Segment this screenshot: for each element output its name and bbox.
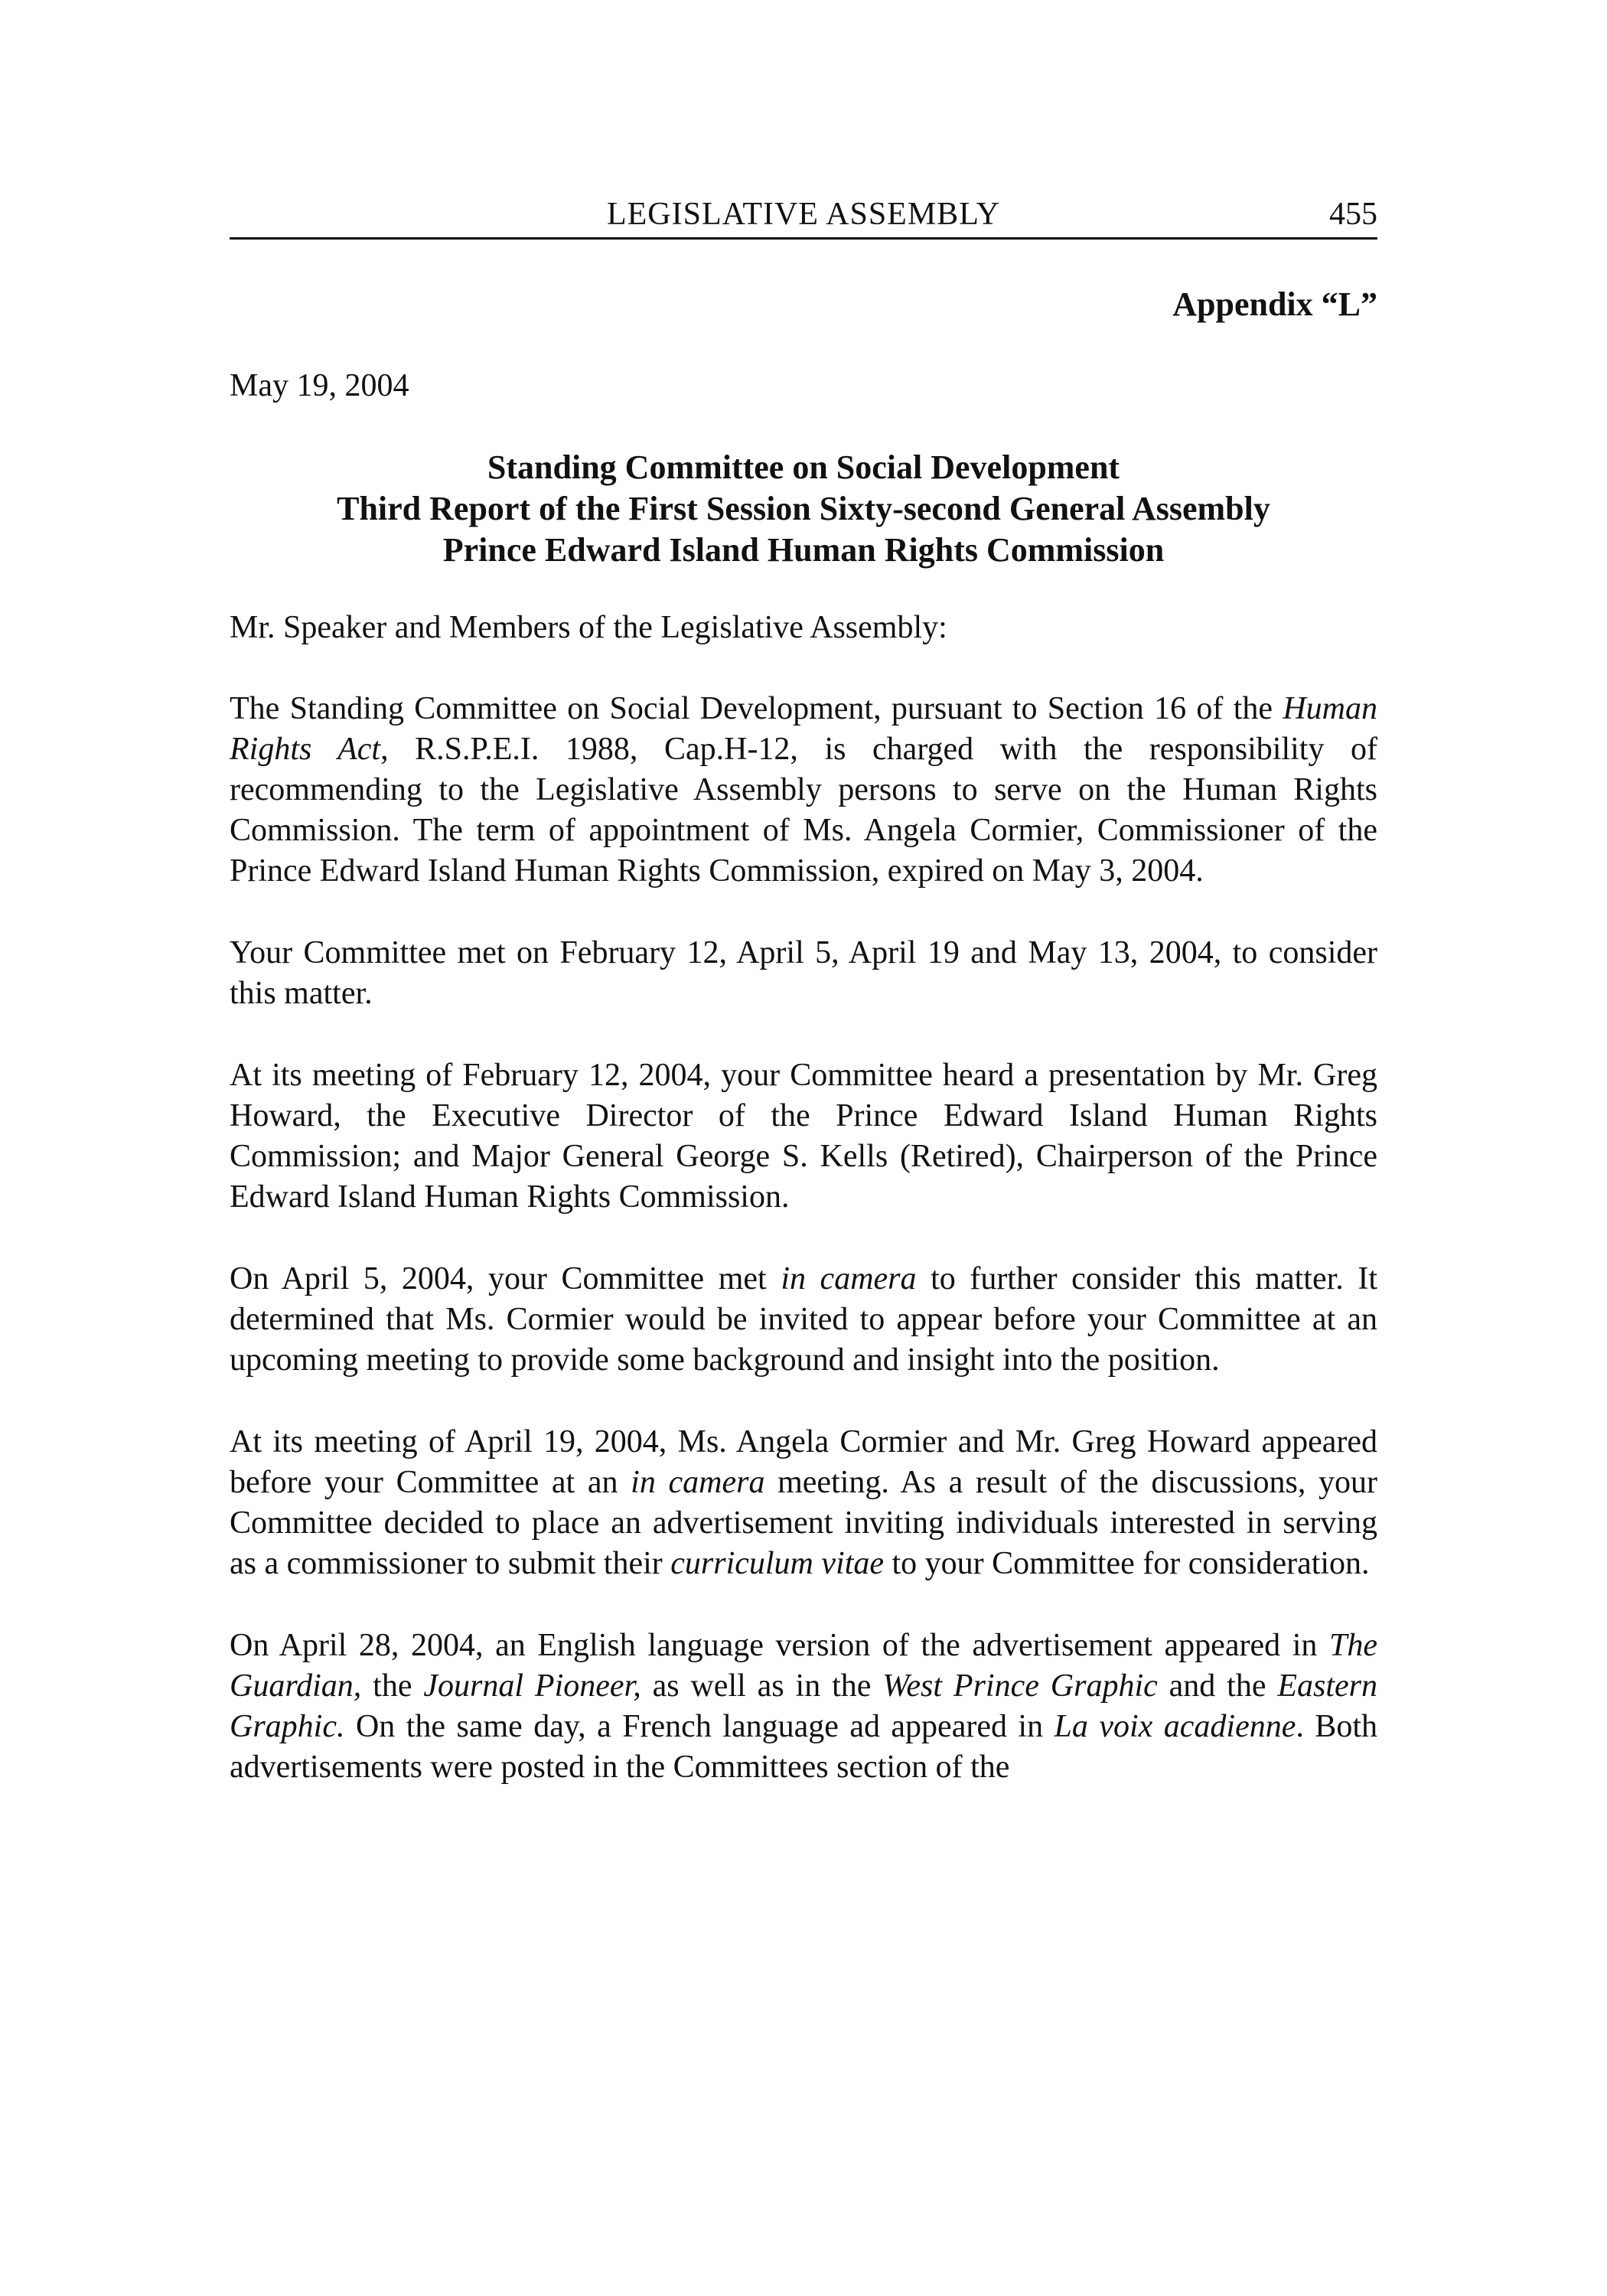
title-line-1: Standing Committee on Social Development (487, 448, 1120, 486)
p2-text-a: Your Committee met on February 12, April 5, April 19 and May 13, 2004, to consider this matter. (230, 935, 1377, 1011)
report-titles (230, 447, 1377, 571)
p3-text-a: At its meeting of February 12, 2004, your Committee heard a presentation by Mr. Greg Howard, the Executive Director of the Prince Edward Island Human Rights Commission; and Major General George S. Kells (Retired), Chairperson of the Prince Edward Island Human Rights Commission. (230, 1058, 1377, 1215)
p6-text-c: the (361, 1668, 424, 1704)
title-line-3: Prince Edward Island Human Rights Commission (442, 531, 1165, 569)
header-title: LEGISLATIVE ASSEMBLY (607, 197, 1000, 232)
paragraph-5 (230, 1422, 1377, 1584)
p6-text-a: On April 28, 2004, an English language version of the advertisement appeared in (230, 1628, 1329, 1663)
p1-text-c: , R.S.P.E.I. 1988, Cap.H-12, is charged with the responsibility of recommending to the Legislative Assembly persons to serve on the Human Rights Commission. The term of appointment of Ms. Angela Cormier, Commissioner of the Prince Edward Island Human Rights Commission, expired on May 3, 2004. (230, 732, 1377, 889)
p6-text-i: On the same day, a French language ad appeared in (344, 1709, 1054, 1744)
title-line-2: Third Report of the First Session Sixty-second General Assembly (337, 490, 1270, 527)
p5-italic-in-camera: in camera (631, 1465, 765, 1500)
p6-italic-journal-pioneer: Journal Pioneer, (423, 1668, 641, 1704)
p4-text-c: to further consider this matter. It determined that Ms. Cormier would be invited to appear before your Committee at an upcoming meeting to provide some background and insight into the position. (230, 1261, 1377, 1378)
paragraph-2 (230, 933, 1377, 1014)
p4-italic-in-camera: in camera (781, 1261, 917, 1296)
p4-text-a: On April 5, 2004, your Committee met (230, 1261, 781, 1296)
p1-act-title: Human Rights Act (230, 691, 1377, 767)
paragraph-1 (230, 689, 1377, 892)
p5-text-a: At its meeting of April 19, 2004, Ms. Angela Cormier and Mr. Greg Howard appeared before your Committee at an (230, 1424, 1377, 1500)
p6-italic-la-voix-acadienne: La voix acadienne (1054, 1709, 1296, 1744)
report-date: May 19, 2004 (230, 368, 409, 403)
paragraph-3 (230, 1055, 1377, 1218)
p1-text-a: The Standing Committee on Social Development, pursuant to Section 16 of the (230, 691, 1283, 726)
p6-italic-west-prince-graphic: West Prince Graphic (882, 1668, 1158, 1704)
p6-text-k: . Both advertisements were posted in the Committees section of the (230, 1709, 1377, 1785)
p6-italic-guardian: The Guardian, (230, 1628, 1377, 1704)
p6-text-g: and the (1157, 1668, 1278, 1704)
paragraph-6 (230, 1626, 1377, 1788)
p6-italic-eastern-graphic: Eastern Graphic. (230, 1668, 1378, 1744)
p6-text-e: as well as in the (641, 1668, 883, 1704)
report-body (230, 689, 1377, 1788)
paragraph-4 (230, 1259, 1377, 1381)
p5-italic-cv: curriculum vitae (670, 1546, 885, 1581)
p5-text-c: meeting. As a result of the discussions, your Committee decided to place an advertisement inviting individuals interested in serving as a commissioner to submit their (230, 1465, 1377, 1581)
salutation: Mr. Speaker and Members of the Legislative Assembly: (230, 610, 947, 645)
p5-text-e: to your Committee for consideration. (884, 1546, 1370, 1581)
running-header (230, 193, 1377, 240)
page-number: 455 (1329, 197, 1377, 232)
appendix-label: Appendix “L” (1172, 285, 1377, 323)
